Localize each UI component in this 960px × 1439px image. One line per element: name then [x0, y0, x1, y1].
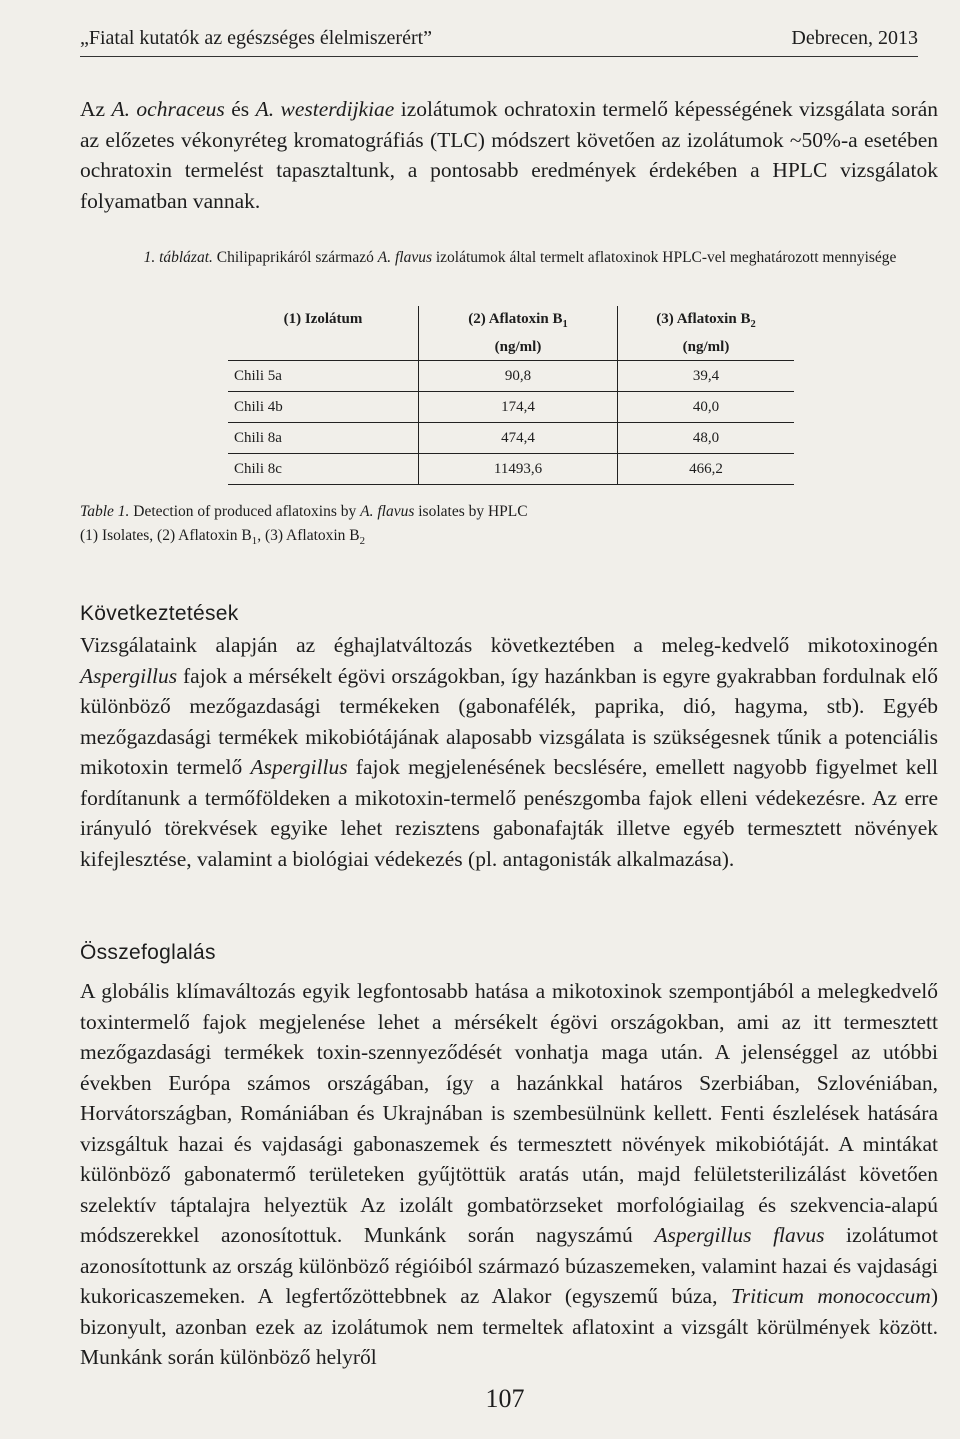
text-run: Vizsgálataink alapján az éghajlatváltozás következtében a meleg-kedvelő mikotoxinogén [80, 633, 938, 657]
species-name: A. ochraceus [111, 97, 225, 121]
text-run: fajok megjelenésének becslésére, emellett nagyobb figyelmet kell fordítanunk a termőföldeken a mikotoxin-termelő penészgomba fajok elleni védekezésre. Az erre irányuló törekvések egyike lehet rezisztens gabonafajták illetve egyéb termesztett növények kifejlesztése, valamint a biológiai védekezés (pl. antagonisták alkalmazása). [80, 755, 938, 871]
text-run: izolátumok ochratoxin termelő képességének vizsgálata során az előzetes vékonyréteg kromatográfiás (TLC) módszert követően az izolátumok ~50%-a esetében ochratoxin termelést tapasztaltunk, a pontosabb eredmények érdekében a HPLC vizsgálatok folyamatban vannak. [80, 97, 938, 213]
header-subscript: 1 [562, 319, 568, 330]
aflatoxin-table [228, 306, 794, 485]
text-run: Az [80, 97, 112, 121]
text-run: és [224, 97, 256, 121]
column-header-b1 [419, 306, 618, 361]
b1-cell: 11493,6 [419, 454, 618, 485]
isolate-cell: Chili 8a [228, 423, 419, 454]
b2-cell: 39,4 [618, 361, 795, 392]
text-run: fajok a mérsékelt égövi országokban, így hazánkban is egyre gyakrabban fordulnak elő különböző mezőgazdasági termékeken (gabonafélék, paprika, dió, hagyma, stb). Egyéb mezőgazdasági termékek mikobiótájának alaposabb vizsgálata is szükségesnek tűnik a potenciális mikotoxin termelő [80, 663, 938, 779]
caption-text: isolates by HPLC [414, 503, 528, 520]
b2-cell: 48,0 [618, 423, 795, 454]
header-journal-title: „Fiatal kutatók az egészséges élelmiszerért” [80, 27, 433, 49]
table-caption-hu [120, 246, 920, 270]
text-run: izolátumot azonosítottunk az ország különböző régióiból származó búzaszemeken, valamint hazai és vajdasági kukoricaszemeken. A legfertőzöttebbnek az Alakor (egyszemű búza, [80, 1223, 938, 1308]
species-name: Triticum monococcum [731, 1284, 931, 1308]
header-text: (2) Aflatoxin B [468, 311, 563, 327]
section-heading-summary: Összefoglalás [80, 941, 216, 964]
b1-cell: 174,4 [419, 392, 618, 423]
species-name: Aspergillus flavus [654, 1223, 825, 1247]
caption-label: 1. táblázat. [143, 249, 213, 266]
page-number: 107 [485, 1384, 525, 1413]
header-place-date: Debrecen, 2013 [791, 27, 918, 49]
caption-text: Detection of produced aflatoxins by [129, 503, 361, 520]
table-row [228, 423, 794, 454]
summary-paragraph [80, 976, 938, 1373]
isolate-cell: Chili 5a [228, 361, 419, 392]
genus-name: Aspergillus [80, 663, 178, 688]
intro-paragraph [80, 94, 938, 216]
table-row [228, 454, 794, 485]
header-text: (1) Izolátum [283, 311, 363, 327]
table-header-row [228, 306, 794, 361]
b2-cell: 466,2 [618, 454, 795, 485]
caption-text: izolátumok által termelt aflatoxinok HPLC-vel meghatározott mennyisége [432, 249, 897, 266]
column-header-b2 [618, 306, 795, 361]
table-caption-en [80, 500, 940, 553]
header-unit: (ng/ml) [682, 339, 730, 355]
genus-name: Aspergillus [250, 755, 348, 779]
caption-text: (1) Isolates, (2) Aflatoxin B [80, 527, 252, 544]
header-subscript: 2 [750, 319, 756, 330]
species-name: A. westerdijkiae [255, 97, 395, 121]
table-row [228, 361, 794, 392]
text-run: ) bizonyult, azonban ezek az izolátumok nem termeltek aflatoxint a vizsgált körülmények között. Munkánk során különböző helyről [80, 1284, 938, 1369]
caption-en-line2 [80, 524, 940, 553]
caption-en-line1 [80, 500, 940, 524]
running-header [80, 26, 918, 57]
section-heading-conclusions: Következtetések [80, 602, 239, 625]
table-row [228, 392, 794, 423]
caption-text: Chilipaprikáról származó [212, 249, 378, 266]
caption-subscript: 2 [359, 535, 366, 548]
b1-cell: 474,4 [419, 423, 618, 454]
b2-cell: 40,0 [618, 392, 795, 423]
conclusions-paragraph [80, 630, 938, 874]
caption-subscript: 1 [251, 535, 258, 548]
caption-text: , (3) Aflatoxin B [257, 527, 360, 544]
isolate-cell: Chili 8c [228, 454, 419, 485]
species-name: A. flavus [377, 249, 432, 266]
b1-cell: 90,8 [419, 361, 618, 392]
header-text: (3) Aflatoxin B [656, 311, 751, 327]
isolate-cell: Chili 4b [228, 392, 419, 423]
caption-label: Table 1. [80, 503, 130, 520]
column-header-isolate [228, 306, 419, 361]
species-name: A. flavus [360, 503, 415, 520]
header-unit: (ng/ml) [494, 339, 542, 355]
text-run: A globális klímaváltozás egyik legfontosabb hatása a mikotoxinok szempontjából a melegkedvelő toxintermelő fajok megjelenése lehet a mérsékelt égövi országokban, ami az itt termesztett mezőgazdasági termékek toxin-szennyeződését vonhatja maga után. A jelenséggel az utóbbi években Európa számos országában, így a hazánkkal határos Szerbiában, Szlovéniában, Horvátországban, Romániában és Ukrajnában is szembesülnünk kellett. Fenti észlelések hatására vizsgáltuk hazai és vajdasági gabonaszemek és termesztett növények mikobiótáját. A mintákat különböző gabonatermő területeken gyűjtöttük aratás után, majd felületsterilizálást követően szelektív táptalajra helyeztük Az izolált gombatörzseket morfológiailag és szekvencia-alapú módszerekkel azonosítottuk. Munkánk során nagyszámú [80, 979, 938, 1247]
